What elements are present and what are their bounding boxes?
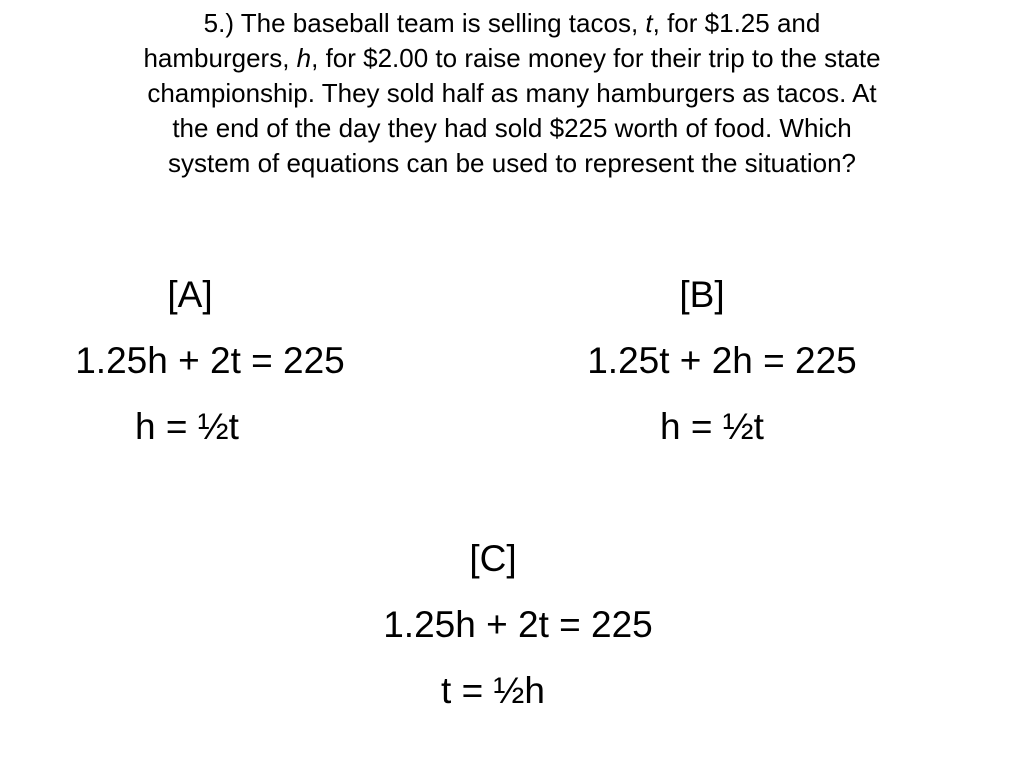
variable-h: h [296,43,312,73]
question-text [40,6,984,181]
question-line-2-start: hamburgers, [143,43,297,73]
variable-t: t [645,8,653,38]
question-line-1-end: , for $1.25 and [652,8,821,38]
question-line-4: the end of the day they had sold $225 worth of food. Which [172,113,852,143]
option-b [562,262,882,460]
option-a-label: [A] [167,274,213,315]
option-b-equation-2: h = ½t [660,406,764,447]
option-b-label: [B] [679,274,725,315]
question-line-1 [40,6,984,41]
option-b-equation-1: 1.25t + 2h = 225 [587,340,857,381]
question-line-2-end: , for $2.00 to raise money for their trip to the state [311,43,881,73]
option-a [40,262,380,460]
option-a-equation-2: h = ½t [135,406,239,447]
option-c [348,526,688,724]
option-c-label: [C] [469,538,517,579]
question-line-5: system of equations can be used to represent the situation? [168,148,856,178]
option-a-equation-1: 1.25h + 2t = 225 [75,340,345,381]
question-line-1-start: 5.) The baseball team is selling tacos, [203,8,646,38]
question-line-2 [40,41,984,76]
question-line-3: championship. They sold half as many hamburgers as tacos. At [147,78,877,108]
option-c-equation-1: 1.25h + 2t = 225 [383,604,653,645]
option-c-equation-2: t = ½h [441,670,545,711]
